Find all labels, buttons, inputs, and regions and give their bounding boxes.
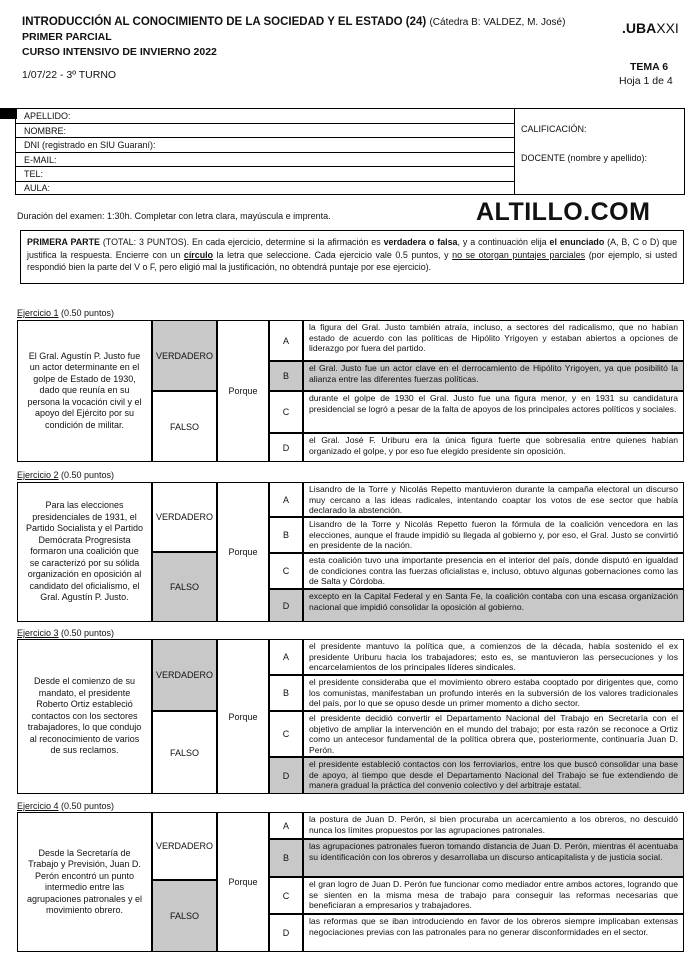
exercise-3-option-a: el presidente mantuvo la política que, a comienzos de la década, había sostenido el ex presidente Uriburu hacia los trabajadores; esto es, se mantuvieron las persecuciones y los encarcelamientos de los principales líderes sindicales. xyxy=(303,639,684,675)
exercise-4-option-d: las reformas que se iban introduciendo en favor de los obreros siempre implicaban extensas negociaciones previas con las patronales para no generar disconformidades en el sector. xyxy=(303,914,684,952)
exercise-3-statement: Desde el comienzo de su mandato, el presidente Roberto Ortiz estableció contactos con los sectores trabajadores, lo que condujo al reconocimiento de varios de sus reclamos. xyxy=(17,639,152,794)
uba-logo: .UBAXXI xyxy=(622,20,679,36)
exercise-2-verdadero[interactable]: VERDADERO xyxy=(152,482,217,552)
exercise-2-option-c-letter[interactable]: C xyxy=(269,553,303,589)
exercise-2-option-a: Lisandro de la Torre y Nicolás Repetto mantuvieron durante la campaña electoral un discurso muy cercano a las ideas radicales, intentando coaptar los votos de ese sector que había declarado la abstención. xyxy=(303,482,684,517)
exercise-4-option-c-letter[interactable]: C xyxy=(269,877,303,914)
exercise-4-statement: Desde la Secretaría de Trabajo y Previsión, Juan D. Perón encontró un punto intermedio entre las agrupaciones patronales y el movimiento obrero. xyxy=(17,812,152,952)
exercise-4-verdadero[interactable]: VERDADERO xyxy=(152,812,217,880)
tema-label: TEMA 6 xyxy=(630,61,669,73)
dni-field[interactable]: DNI (registrado en SIU Guaraní): xyxy=(16,138,514,153)
exercise-1-statement: El Gral. Agustín P. Justo fue un actor determinante en el golpe de Estado de 1930, dado que reunía en su persona la vocación civil y el apoyo del Ejército por su condición de militar. xyxy=(17,320,152,462)
exercise-1-option-c: durante el golpe de 1930 el Gral. Justo fue una figura menor, y en 1931 su candidatura presidencial se logró a pesar de la falta de apoyos de los principales actores políticos y sociales. xyxy=(303,391,684,433)
exercise-3-title: Ejercicio 3 (0.50 puntos) xyxy=(17,628,115,638)
exercise-3-porque: Porque xyxy=(217,639,269,794)
exercise-4-porque: Porque xyxy=(217,812,269,952)
exercise-4-falso[interactable]: FALSO xyxy=(152,880,217,952)
exercise-3-option-b: el presidente consideraba que el movimiento obrero estaba cooptado por dirigentes que, como los comunistas, manifestaban un profundo interés en la subversión de los valores tradicionales del país, por lo que se opuso desde un primer momento a dicho sector. xyxy=(303,675,684,711)
exercise-2-falso[interactable]: FALSO xyxy=(152,552,217,622)
exercise-3-option-a-letter[interactable]: A xyxy=(269,639,303,675)
apellido-field[interactable]: APELLIDO: xyxy=(16,109,514,124)
exercise-2-option-c: esta coalición tuvo una importante presencia en el interior del país, donde disputó en igualdad de condiciones contra las fuerzas oficialistas e, incluso, obtuvo algunas gobernaciones como las de Salta y Córdoba. xyxy=(303,553,684,589)
exercise-1-verdadero[interactable]: VERDADERO xyxy=(152,320,217,391)
exercise-4-option-d-letter[interactable]: D xyxy=(269,914,303,952)
exercise-1-option-a: la figura del Gral. Justo también atraía, incluso, a sectores del radicalismo, que no habían estado de acuerdo con las políticas de Hipólito Yrigoyen y estaban abiertos a opciones de liderazgo por fuera del partido. xyxy=(303,320,684,361)
exercise-3-option-c: el presidente decidió convertir el Departamento Nacional del Trabajo en Secretaría con el objetivo de ampliar la intervención en el mundo del trabajo; por esta razón se reconoce a Ortiz como un antecesor fundamental de la política obrera que, posteriormente, continuaría Juan D. Perón. xyxy=(303,711,684,757)
exercise-1-title: Ejercicio 1 (0.50 puntos) xyxy=(17,308,115,318)
exercise-4-option-b: las agrupaciones patronales fueron tomando distancia de Juan D. Perón, mientras él acentuaba su identificación con los obreros y desarrollaba un discurso anticapitalista y de justicia social. xyxy=(303,839,684,877)
chair-name: (Cátedra B: VALDEZ, M. José) xyxy=(429,17,566,28)
exercise-4-title: Ejercicio 4 (0.50 puntos) xyxy=(17,801,115,811)
exercise-3-option-b-letter[interactable]: B xyxy=(269,675,303,711)
id-divider xyxy=(514,109,515,194)
exercise-3-option-c-letter[interactable]: C xyxy=(269,711,303,757)
docente-field[interactable]: DOCENTE (nombre y apellido): xyxy=(521,153,648,163)
exercise-4-option-c: el gran logro de Juan D. Perón fue funcionar como mediador entre ambos actores, logrando que se sienten en la misma mesa de trabajo para conseguir las reformas necesarias que beneficiaran a empresarios y trabajadores. xyxy=(303,877,684,914)
exam-duration: Duración del examen: 1:30h. Completar con letra clara, mayúscula e imprenta. xyxy=(17,211,331,221)
calificacion-field[interactable]: CALIFICACIÓN: xyxy=(521,124,587,134)
exercise-3-option-d: el presidente estableció contactos con los ferroviarios, entre los que buscó consolidar una base de apoyo, al tiempo que desde el Departamento Nacional del Trabajo se fue extendiendo de manera gradual la práctica del convenio colectivo y del arbitraje estatal. xyxy=(303,757,684,794)
exercise-4-option-a-letter[interactable]: A xyxy=(269,812,303,839)
email-field[interactable]: E-MAIL: xyxy=(16,153,514,168)
exercise-1-option-d-letter[interactable]: D xyxy=(269,433,303,462)
exercise-3-verdadero[interactable]: VERDADERO xyxy=(152,639,217,711)
exercise-3-falso[interactable]: FALSO xyxy=(152,711,217,794)
exercise-2-option-d-letter[interactable]: D xyxy=(269,589,303,622)
exam-name: PRIMER PARCIAL xyxy=(22,31,112,43)
exercise-2-option-a-letter[interactable]: A xyxy=(269,482,303,517)
exercise-1-porque: Porque xyxy=(217,320,269,462)
exercise-2-statement: Para las elecciones presidenciales de 1931, el Partido Socialista y el Partido Demócrata Progresista formaron una coalición que se caracterizó por su sólida organización en oposición al candidato del oficialismo, el Gral. Agustín P. Justo. xyxy=(17,482,152,622)
student-id-box xyxy=(15,108,685,195)
exercise-2-option-b: Lisandro de la Torre y Nicolás Repetto fueron la fórmula de la coalición vencedora en las elecciones, aunque el fraude impidió su llegada al gobierno y, por eso, el Gral. Justo se convirtió en presidente de la nación. xyxy=(303,517,684,553)
exercise-2-porque: Porque xyxy=(217,482,269,622)
exercise-2-option-b-letter[interactable]: B xyxy=(269,517,303,553)
aula-field[interactable]: AULA: xyxy=(24,183,51,193)
exercise-1-option-b-letter[interactable]: B xyxy=(269,361,303,391)
exercise-4-option-b-letter[interactable]: B xyxy=(269,839,303,877)
tel-field[interactable]: TEL: xyxy=(16,167,514,182)
exercise-1-option-c-letter[interactable]: C xyxy=(269,391,303,433)
exercise-1-option-b: el Gral. Justo fue un actor clave en el derrocamiento de Hipólito Yrigoyen, ya que posibilitó la alianza entre las diferentes fuerzas políticas. xyxy=(303,361,684,391)
term-name: CURSO INTENSIVO DE INVIERNO 2022 xyxy=(22,46,217,58)
exercise-2-option-d: excepto en la Capital Federal y en Santa Fe, la coalición contaba con una escasa organización nacional que impidió consolidar la oposición al gobierno. xyxy=(303,589,684,622)
exercise-1-option-d: el Gral. José F. Uriburu era la única figura fuerte que sobresalía entre quienes habían organizado el golpe, y por eso fue elegido presidente sin oposición. xyxy=(303,433,684,462)
course-title: INTRODUCCIÓN AL CONOCIMIENTO DE LA SOCIEDAD Y EL ESTADO (24) (Cátedra B: VALDEZ, M. José) xyxy=(22,16,566,28)
exercise-2-title: Ejercicio 2 (0.50 puntos) xyxy=(17,470,115,480)
exercise-3-option-d-letter[interactable]: D xyxy=(269,757,303,794)
nombre-field[interactable]: NOMBRE: xyxy=(16,124,514,139)
exercise-1-falso[interactable]: FALSO xyxy=(152,391,217,462)
exam-date: 1/07/22 - 3º TURNO xyxy=(22,69,117,81)
watermark-text: ALTILLO.COM xyxy=(476,198,651,226)
instructions-box: PRIMERA PARTE (TOTAL: 3 PUNTOS). En cada ejercicio, determine si la afirmación es verdadera o falsa, y a continuación elija el enunciado (A, B, C o D) que justifica la respuesta. Encierre con un círculo la letra que seleccione. Cada ejercicio vale 0.5 puntos, y no se otorgan puntajes parciales (por ejemplo, si usted respondió bien la parte del V o F, pero eligió mal la justificación, no obtendrá puntaje por ese ejercicio). xyxy=(20,230,684,284)
exercise-1-option-a-letter[interactable]: A xyxy=(269,320,303,361)
exercise-4-option-a: la postura de Juan D. Perón, si bien procuraba un acercamiento a los obreros, no descuidó nunca los límites propuestos por las agrupaciones patronales. xyxy=(303,812,684,839)
page-count: Hoja 1 de 4 xyxy=(619,75,673,87)
